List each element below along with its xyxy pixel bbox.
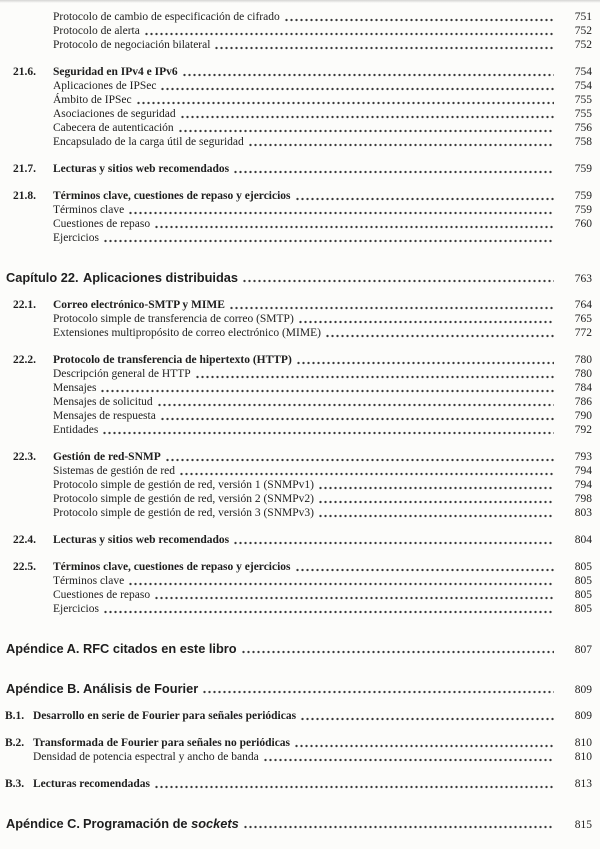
toc-row	[0, 423, 592, 437]
toc-entry-number: 21.6.	[13, 66, 36, 78]
toc-entry-page: 772	[574, 327, 592, 339]
toc-entry-page: 792	[574, 424, 592, 436]
toc-row	[0, 682, 592, 696]
toc-entry-page: 780	[574, 354, 592, 366]
toc-row	[0, 162, 592, 176]
toc-row	[0, 642, 592, 656]
toc-row	[0, 506, 592, 520]
toc-row	[0, 478, 592, 492]
toc-entry-number: 22.4.	[13, 534, 36, 546]
toc-leader-dots	[234, 170, 554, 174]
toc-entry-page: 759	[574, 204, 592, 216]
toc-entry-title: Lecturas y sitios web recomendados	[53, 534, 230, 546]
toc-entry-page: 755	[574, 94, 592, 106]
toc-row	[0, 24, 592, 38]
toc-row	[0, 121, 592, 135]
toc-entry-number: Apéndice B.	[6, 681, 80, 696]
toc-entry-title: Protocolo de alerta	[53, 25, 140, 37]
toc-leader-dots	[296, 197, 554, 201]
toc-row	[0, 231, 592, 245]
toc-entry-title: Ejercicios	[53, 232, 99, 244]
toc-entry-number: 22.3.	[13, 451, 36, 463]
toc-entry-title: Protocolo de transferencia de hipertexto (HTTP)	[53, 354, 292, 366]
toc-leader-dots	[301, 717, 554, 721]
toc-entry-page: 754	[574, 80, 592, 92]
toc-row	[0, 574, 592, 588]
toc-entry-title: Protocolo simple de transferencia de correo (SMTP)	[53, 313, 294, 325]
toc-entry-title: Entidades	[53, 424, 99, 436]
toc-leader-dots	[129, 582, 554, 586]
toc-row	[0, 189, 592, 203]
toc-row	[0, 709, 592, 723]
toc-leader-dots	[179, 129, 554, 133]
toc-entry-title: Ámbito de IPSec	[53, 94, 132, 106]
toc-entry-title: Términos clave	[53, 204, 125, 216]
toc-entry-page: 794	[574, 465, 592, 477]
toc-leader-dots	[319, 486, 554, 490]
toc-leader-dots	[243, 279, 554, 283]
toc-entry-title: Análisis de Fourier	[83, 681, 199, 696]
toc-entry-number: 22.2.	[13, 354, 36, 366]
toc-entry-number: Apéndice C.	[6, 816, 80, 831]
toc-entry-title: Protocolo de negociación bilateral	[53, 39, 211, 51]
toc-leader-dots	[104, 239, 554, 243]
toc-entry-page: 755	[574, 108, 592, 120]
toc-entry-title: Descripción general de HTTP	[53, 368, 191, 380]
toc-entry-title: Sistemas de gestión de red	[53, 465, 176, 477]
toc-entry-page: 805	[574, 589, 592, 601]
toc-entry-page: 759	[574, 190, 592, 202]
toc-row	[0, 79, 592, 93]
toc-entry-title: Asociaciones de seguridad	[53, 108, 176, 120]
toc-entry-title: Seguridad en IPv4 e IPv6	[53, 66, 178, 78]
toc-entry-number: 22.5.	[13, 561, 36, 573]
toc-entry-page: 809	[574, 710, 592, 722]
toc-leader-dots	[180, 472, 554, 476]
toc-entry-title: Términos clave, cuestiones de repaso y ejercicios	[53, 561, 291, 573]
toc-entry-page: 805	[574, 561, 592, 573]
toc-entry-number: 21.7.	[13, 163, 36, 175]
toc-row	[0, 65, 592, 79]
toc-leader-dots	[158, 403, 554, 407]
toc-leader-dots	[264, 758, 554, 762]
toc-entry-number: 21.8.	[13, 190, 36, 202]
toc-leader-dots	[297, 361, 554, 365]
toc-entry-title: Gestión de red-SNMP	[53, 451, 161, 463]
toc-entry-page: 763	[574, 273, 592, 285]
toc-entry-number: B.2.	[5, 737, 25, 749]
toc-entry-number: Capítulo 22.	[6, 270, 79, 285]
toc-leader-dots	[319, 514, 554, 518]
toc-row	[0, 298, 592, 312]
toc-entry-title: Aplicaciones de IPSec	[53, 80, 157, 92]
toc-row	[0, 736, 592, 750]
toc-leader-dots	[295, 744, 554, 748]
toc-leader-dots	[104, 610, 554, 614]
toc-entry-title: Mensajes	[53, 382, 97, 394]
toc-entry-title: Mensajes de respuesta	[53, 410, 156, 422]
toc-row	[0, 271, 592, 285]
toc-entry-title: Cuestiones de repaso	[53, 589, 151, 601]
toc-entry-number: 22.1.	[13, 299, 36, 311]
toc-leader-dots	[234, 541, 554, 545]
toc-leader-dots	[230, 306, 554, 310]
toc-row	[0, 750, 592, 764]
toc-entry-page: 754	[574, 66, 592, 78]
toc-leader-dots	[155, 785, 554, 789]
toc-entry-title: Lecturas y sitios web recomendados	[53, 163, 230, 175]
toc-entry-page: 780	[574, 368, 592, 380]
toc-entry-title: Extensiones multipropósito de correo electrónico (MIME)	[53, 327, 321, 339]
toc-row	[0, 217, 592, 231]
toc-leader-dots	[244, 825, 554, 829]
toc-entry-page: 798	[574, 493, 592, 505]
toc-entry-page: 813	[574, 778, 592, 790]
toc-leader-dots	[242, 650, 554, 654]
toc-leader-dots	[137, 101, 554, 105]
toc-entry-title: Cuestiones de repaso	[53, 218, 151, 230]
toc-entry-page: 805	[574, 575, 592, 587]
toc-leader-dots	[285, 18, 554, 22]
toc-leader-dots	[166, 458, 554, 462]
toc-entry-page: 809	[574, 684, 592, 696]
toc-entry-page: 786	[574, 396, 592, 408]
toc-entry-title: Lecturas recomendadas	[33, 778, 151, 790]
toc-row	[0, 367, 592, 381]
toc-entry-page: 759	[574, 163, 592, 175]
toc-leader-dots	[145, 32, 554, 36]
toc-row	[0, 395, 592, 409]
toc-row	[0, 533, 592, 547]
toc-entry-title: Aplicaciones distribuidas	[83, 270, 239, 285]
toc-entry-title-italic: sockets	[191, 816, 239, 831]
toc-entry-title: Correo electrónico-SMTP y MIME	[53, 299, 225, 311]
toc-entry-title: Protocolo simple de gestión de red, versión 1 (SNMPv1)	[53, 479, 314, 491]
toc-entry-title: Términos clave, cuestiones de repaso y ejercicios	[53, 190, 291, 202]
toc-entry-title: Ejercicios	[53, 603, 99, 615]
toc-entry-page: 765	[574, 313, 592, 325]
toc-row	[0, 312, 592, 326]
toc-entry-page: 807	[574, 644, 592, 656]
toc-leader-dots	[326, 334, 554, 338]
toc-row	[0, 450, 592, 464]
toc-entry-number: Apéndice A.	[6, 641, 80, 656]
toc-entry-page: 756	[574, 122, 592, 134]
toc-entry-page: 815	[574, 819, 592, 831]
toc-row	[0, 353, 592, 367]
toc-entry-title: Cabecera de autenticación	[53, 122, 174, 134]
toc-entry-page: 790	[574, 410, 592, 422]
toc-row	[0, 326, 592, 340]
toc-leader-dots	[299, 320, 554, 324]
toc-leader-dots	[161, 87, 554, 91]
toc-leader-dots	[183, 73, 554, 77]
toc-row	[0, 10, 592, 24]
toc-row	[0, 203, 592, 217]
toc-entry-title: Programación de sockets	[83, 816, 239, 831]
toc-row	[0, 381, 592, 395]
toc-entry-page: 758	[574, 136, 592, 148]
toc-leader-dots	[101, 389, 554, 393]
toc-leader-dots	[319, 500, 554, 504]
toc-row	[0, 464, 592, 478]
toc-entry-title: Transformada de Fourier para señales no periódicas	[33, 737, 291, 749]
toc-row	[0, 135, 592, 149]
toc-row	[0, 817, 592, 831]
toc-entry-title: Encapsulado de la carga útil de seguridad	[53, 136, 244, 148]
toc-entry-title: Protocolo simple de gestión de red, versión 2 (SNMPv2)	[53, 493, 314, 505]
scan-edge-artifact	[0, 0, 600, 3]
toc-entry-page: 794	[574, 479, 592, 491]
toc-entry-title: Mensajes de solicitud	[53, 396, 153, 408]
toc-entry-page: 764	[574, 299, 592, 311]
toc-entry-title: Protocolo de cambio de especificación de cifrado	[53, 11, 280, 23]
toc-entry-title: RFC citados en este libro	[83, 641, 237, 656]
toc-entry-number: B.3.	[5, 778, 25, 790]
toc-entry-title: Densidad de potencia espectral y ancho de banda	[33, 751, 259, 763]
toc-entry-page: 751	[574, 11, 592, 23]
toc-entry-page: 784	[574, 382, 592, 394]
toc-row	[0, 588, 592, 602]
toc-leader-dots	[181, 115, 554, 119]
toc-leader-dots	[155, 225, 554, 229]
toc-entry-page: 803	[574, 507, 592, 519]
toc-leader-dots	[161, 417, 554, 421]
toc-leader-dots	[196, 375, 554, 379]
toc-leader-dots	[129, 211, 554, 215]
toc-entry-page: 760	[574, 218, 592, 230]
toc-row	[0, 492, 592, 506]
toc-row	[0, 602, 592, 616]
toc-row	[0, 38, 592, 52]
toc-entry-number: B.1.	[5, 710, 25, 722]
toc-row	[0, 777, 592, 791]
toc-leader-dots	[215, 46, 554, 50]
toc-entry-page: 793	[574, 451, 592, 463]
toc-row	[0, 409, 592, 423]
toc-entry-page: 804	[574, 534, 592, 546]
toc-list	[0, 10, 592, 831]
toc-entry-page: 810	[574, 751, 592, 763]
toc-entry-page: 805	[574, 603, 592, 615]
toc-row	[0, 93, 592, 107]
toc-row	[0, 107, 592, 121]
toc-leader-dots	[296, 568, 554, 572]
toc-entry-page: 752	[574, 25, 592, 37]
toc-row	[0, 560, 592, 574]
toc-leader-dots	[103, 431, 554, 435]
toc-entry-title: Protocolo simple de gestión de red, versión 3 (SNMPv3)	[53, 507, 314, 519]
toc-leader-dots	[249, 143, 554, 147]
toc-entry-page: 752	[574, 39, 592, 51]
toc-leader-dots	[203, 690, 554, 694]
toc-leader-dots	[155, 596, 554, 600]
toc-entry-title: Desarrollo en serie de Fourier para señales periódicas	[33, 710, 297, 722]
toc-entry-title: Términos clave	[53, 575, 125, 587]
toc-entry-page: 810	[574, 737, 592, 749]
